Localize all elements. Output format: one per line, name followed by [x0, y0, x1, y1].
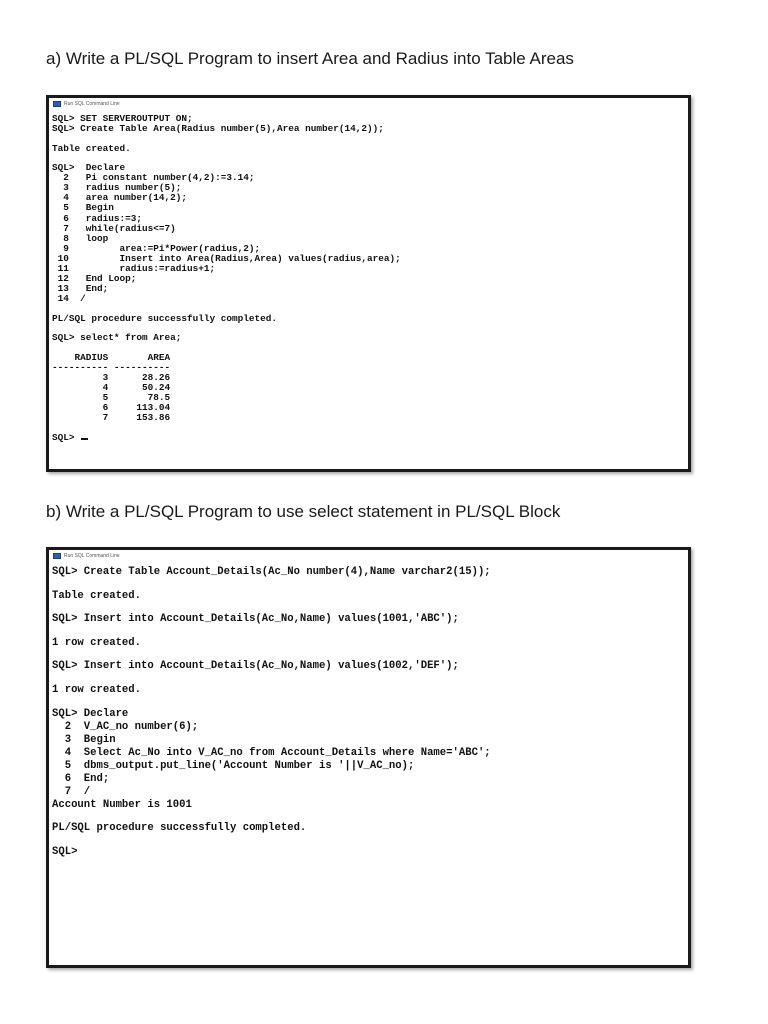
console-app-icon	[53, 553, 61, 559]
console-line: 13 End;	[52, 283, 109, 295]
console-line: SQL> Create Table Account_Details(Ac_No number(4),Name varchar2(15));	[52, 566, 491, 578]
console-line: 4 area number(14,2);	[52, 192, 188, 204]
console-line: SQL> Declare	[52, 162, 126, 174]
console-line: 6 End;	[52, 772, 110, 785]
console-output[interactable]	[49, 562, 688, 859]
console-line: SQL> Insert into Account_Details(Ac_No,Name) values(1002,'DEF');	[52, 660, 459, 673]
console-line: 3 28.26	[52, 371, 171, 383]
window-title: Run SQL Command Line	[64, 101, 120, 107]
text-cursor	[81, 438, 88, 440]
console-line: 3 Begin	[52, 733, 116, 746]
console-line: 8 loop	[52, 232, 109, 244]
window-title: Run SQL Command Line	[64, 553, 120, 559]
console-line: SQL> SET SERVEROUTPUT ON;	[52, 113, 193, 124]
console-line	[52, 626, 685, 637]
console-line	[52, 423, 685, 432]
console-line	[52, 650, 685, 661]
console-line: SQL>	[52, 845, 78, 858]
console-line: PL/SQL procedure successfully completed.	[52, 822, 307, 835]
console-line: 7 while(radius<=7)	[52, 222, 176, 234]
console-line: 12 End Loop;	[52, 273, 137, 285]
console-line: 7 /	[52, 785, 91, 798]
console-line: 14 /	[52, 293, 86, 305]
console-line: 2 V_AC_no number(6);	[52, 720, 199, 733]
console-line: RADIUS AREA	[52, 351, 171, 363]
console-line: SQL> select* from Area;	[52, 332, 182, 344]
console-line: 5 dbms_output.put_line('Account Number is '||V_AC_no);	[52, 759, 415, 772]
console-line: 6 113.04	[52, 402, 171, 414]
console-line: SQL> Declare	[52, 707, 129, 720]
console-line: 5 78.5	[52, 392, 171, 404]
console-line: 3 radius number(5);	[52, 182, 182, 194]
console-line: Table created.	[52, 142, 131, 154]
console-line	[52, 579, 685, 590]
console-line: 7 153.86	[52, 412, 171, 424]
sql-console-window-b[interactable]	[46, 547, 691, 968]
console-line: SQL>	[52, 433, 685, 443]
console-line: Account Number is 1001	[52, 798, 192, 811]
console-line: ---------- ----------	[52, 361, 171, 373]
console-line: Table created.	[52, 589, 142, 602]
window-titlebar	[49, 98, 688, 110]
console-line	[52, 835, 685, 846]
console-output[interactable]	[49, 110, 688, 443]
sql-console-window-a[interactable]	[46, 95, 691, 472]
console-line: PL/SQL procedure successfully completed.	[52, 312, 278, 324]
console-line: 6 radius:=3;	[52, 212, 143, 224]
console-line: 1 row created.	[52, 636, 142, 649]
console-line: 9 area:=Pi*Power(radius,2);	[52, 242, 261, 254]
console-line: 4 Select Ac_No into V_AC_no from Account_Details where Name='ABC';	[52, 746, 491, 759]
console-line	[52, 603, 685, 614]
console-line: 2 Pi constant number(4,2):=3.14;	[52, 172, 255, 184]
console-line: SQL> Insert into Account_Details(Ac_No,Name) values(1001,'ABC');	[52, 613, 459, 626]
section-a-heading: a) Write a PL/SQL Program to insert Area and Radius into Table Areas	[46, 49, 574, 68]
console-line: 4 50.24	[52, 382, 171, 394]
console-line	[52, 812, 685, 823]
console-line: 1 row created.	[52, 683, 142, 696]
console-line: 10 Insert into Area(Radius,Area) values(radius,area);	[52, 252, 401, 264]
console-line: 11 radius:=radius+1;	[52, 263, 216, 274]
window-titlebar	[49, 550, 688, 562]
console-line	[52, 154, 685, 163]
console-line: SQL> Create Table Area(Radius number(5),Area number(14,2));	[52, 123, 384, 135]
console-line: 5 Begin	[52, 202, 114, 214]
console-app-icon	[53, 101, 61, 107]
section-b-heading: b) Write a PL/SQL Program to use select statement in PL/SQL Block	[46, 502, 561, 521]
console-line	[52, 673, 685, 684]
console-line	[52, 697, 685, 708]
console-line	[52, 134, 685, 143]
